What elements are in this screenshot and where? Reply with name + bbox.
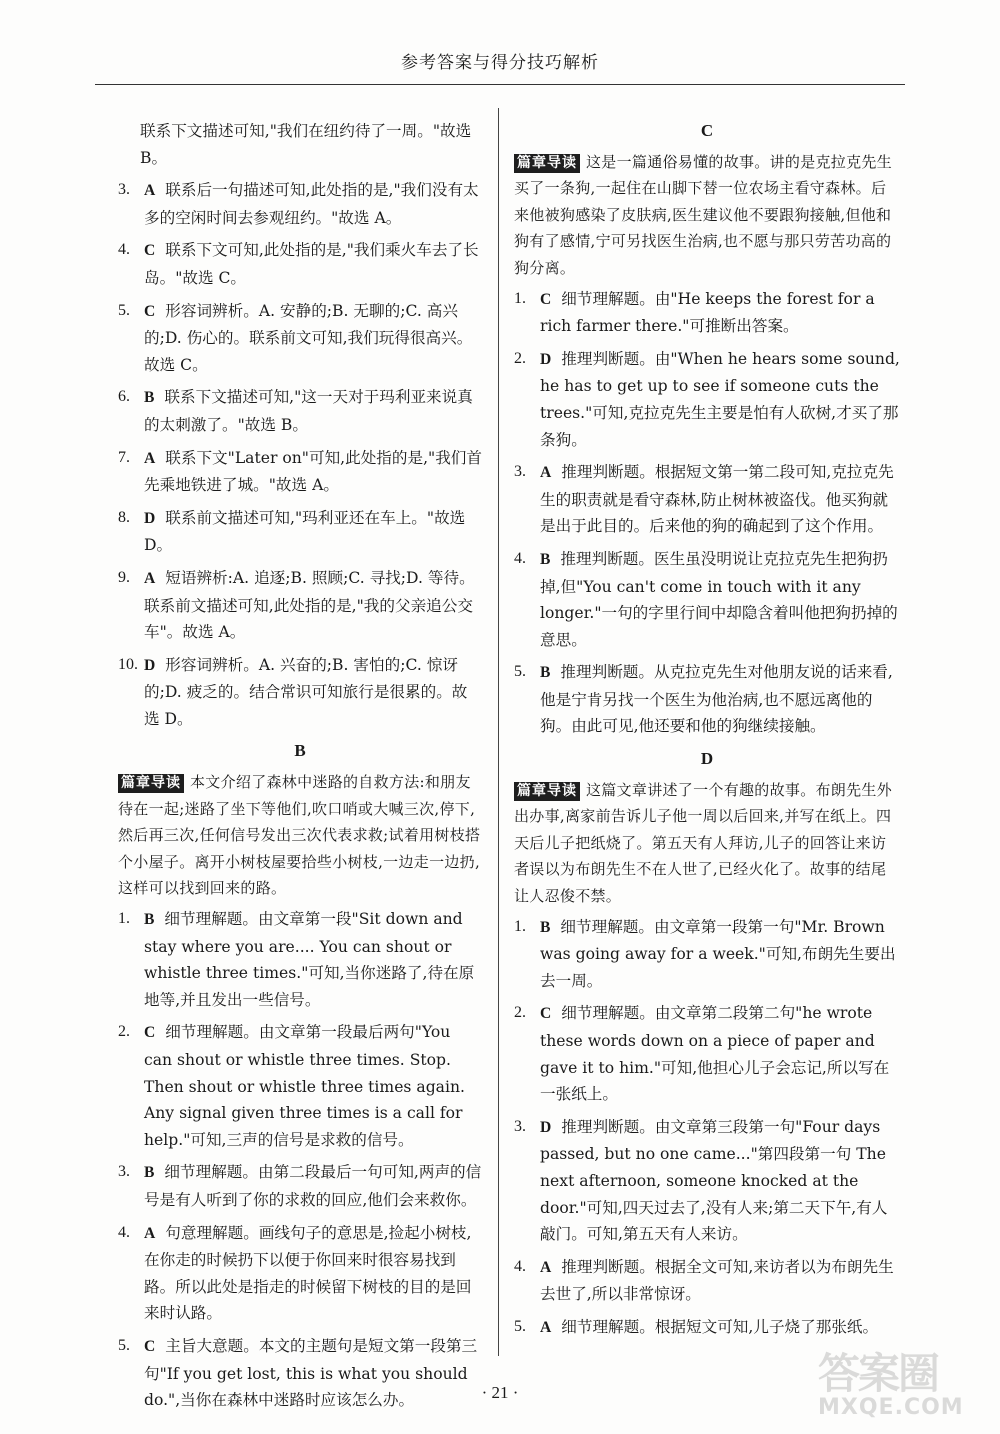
reading-guide-b: [118, 769, 482, 902]
answer-letter: C: [144, 1337, 156, 1355]
watermark-url: MXQE.COM: [818, 1395, 964, 1420]
answer-explanation: 联系下文描述可知,"这一天对于玛利亚来说真的太刺激了。"故选 B。: [144, 388, 473, 434]
answer-list-a: [118, 177, 482, 732]
answer-explanation: 细节理解题。由文章第一段最后两句"You can shout or whistle three times. Stop. Then shout or whistle three times again. Any signal given three times is a call for help."可知,三声的信号是求救的信号。: [144, 1023, 465, 1149]
answer-item: [514, 286, 900, 340]
answer-explanation: 联系前文描述可知,"玛利亚还在车上。"故选 D。: [144, 508, 466, 555]
item-number: 4.: [118, 1223, 130, 1241]
answer-explanation: 推理判断题。由文章第三段第一句"Four days passed, but no one came..."第四段第一句 The next afternoon, someone knocked at the door."可知,四天过去了,没有人来;第二天下午,有人敲门。可知,第五天有人来访。: [540, 1117, 888, 1244]
answer-item: [514, 1254, 900, 1308]
answer-item: [118, 298, 482, 379]
right-column: [514, 118, 900, 1348]
page-header-title: 参考答案与得分技巧解析: [401, 53, 599, 73]
answer-letter: A: [144, 182, 156, 200]
answer-letter: D: [540, 350, 552, 368]
answer-letter: D: [540, 1118, 552, 1136]
item-number: 5.: [118, 301, 130, 319]
answer-item: [118, 237, 482, 291]
item-number: 9.: [118, 568, 130, 586]
answer-letter: C: [540, 1005, 552, 1023]
answer-letter: A: [144, 449, 156, 467]
reading-guide-text: 这篇文章讲述了一个有趣的故事。布朗先生外出办事,离家前告诉儿子他一周以后回来,并写在纸上。四天后儿子把纸烧了。第五天有人拜访,儿子的回答让来访者误以为布朗先生不在人世了,已经火化了。故事的结尾让人忍俊不禁。: [514, 780, 893, 906]
answer-explanation: 细节理解题。由第二段最后一句可知,两声的信号是有人听到了你的求救的回应,他们会来救你。: [144, 1163, 482, 1209]
answer-item: [118, 384, 482, 438]
answer-item: [514, 459, 900, 540]
answer-explanation: 主旨大意题。本文的主题句是短文第一段第三句"If you get lost, this is what you should do.",当你在森林中迷路时应该怎么办。: [144, 1336, 478, 1410]
answer-explanation: 细节理解题。由文章第一段"Sit down and stay where you are.... You can shout or whistle three times."可知,当你迷路了,待在原地等,并且发出一些信号。: [144, 910, 475, 1009]
answer-item: [118, 1220, 482, 1327]
answer-letter: A: [540, 1318, 552, 1336]
answer-item: [118, 652, 482, 733]
answer-item: [514, 1314, 900, 1342]
item-number: 2.: [118, 1023, 130, 1041]
answer-letter: C: [144, 242, 156, 260]
item-number: 1.: [118, 910, 130, 928]
answer-explanation: 细节理解题。根据短文可知,儿子烧了那张纸。: [561, 1317, 879, 1336]
left-column: [118, 118, 482, 1420]
answer-item-2-continued: [118, 118, 482, 171]
answer-letter: B: [540, 550, 551, 568]
answer-explanation: 联系下文可知,此处指的是,"我们乘火车去了长岛。"故选 C。: [144, 241, 479, 287]
item-number: 5.: [118, 1336, 130, 1354]
item-number: 4.: [118, 241, 130, 259]
answer-item: [514, 346, 900, 453]
answer-explanation: 联系下文"Later on"可知,此处指的是,"我们首先乘地铁进了城。"故选 A。: [144, 448, 482, 495]
answer-explanation: 推理判断题。由"When he hears some sound, he has to get up to see if someone cuts the trees."可知,克拉克先生主要是怕有人砍树,才买了那条狗。: [540, 349, 900, 449]
item-number: 3.: [514, 463, 526, 481]
answer-item: [514, 1000, 900, 1107]
answer-item: [514, 659, 900, 740]
answer-explanation: 短语辨析:A. 追逐;B. 照顾;C. 寻找;D. 等待。联系前文描述可知,此处指的是,"我的父亲追公交车"。故选 A。: [144, 568, 475, 642]
answer-item: [118, 1019, 482, 1153]
item-number: 10.: [118, 655, 138, 673]
answer-item: [514, 1114, 900, 1248]
item-number: 8.: [118, 508, 130, 526]
answer-letter: C: [540, 290, 552, 308]
item-number: 3.: [118, 181, 130, 199]
answer-item: [118, 505, 482, 559]
answer-explanation: 细节理解题。由文章第二段第二句"he wrote these words down on a piece of paper and gave it to him."可知,他担心儿子会忘记,所以写在一张纸上。: [540, 1004, 890, 1104]
answer-explanation: 推理判断题。根据全文可知,来访者以为布朗先生去世了,所以非常惊讶。: [540, 1257, 894, 1304]
answer-item: [118, 445, 482, 499]
answer-explanation: 联系后一句描述可知,此处指的是,"我们没有太多的空闲时间去参观纽约。"故选 A。: [144, 181, 479, 227]
item-number: 5.: [514, 663, 526, 681]
header-rule: [95, 84, 905, 85]
answer-explanation: 形容词辨析。A. 兴奋的;B. 害怕的;C. 惊讶的;D. 疲乏的。结合常识可知旅行是很累的。故选 D。: [144, 655, 468, 728]
answer-explanation: 联系下文描述可知,"我们在纽约待了一周。"故选 B。: [140, 122, 472, 167]
answer-item: [514, 914, 900, 995]
answer-letter: B: [144, 389, 155, 407]
watermark-logo: [818, 1349, 988, 1430]
answer-list-b: [118, 906, 482, 1414]
item-number: 7.: [118, 448, 130, 466]
reading-guide-tag: 篇章导读: [514, 154, 580, 173]
section-heading-d: D: [700, 749, 714, 769]
answer-explanation: 细节理解题。由"He keeps the forest for a rich farmer there."可推断出答案。: [540, 289, 875, 336]
page-number: · 21 ·: [481, 1383, 519, 1402]
answer-item: [514, 546, 900, 653]
item-number: 1.: [514, 917, 526, 935]
answer-letter: C: [144, 1024, 156, 1042]
answer-letter: B: [540, 918, 551, 936]
item-number: 4.: [514, 1257, 526, 1275]
item-number: 1.: [514, 289, 526, 307]
item-number: 3.: [514, 1117, 526, 1135]
reading-guide-text: 本文介绍了森林中迷路的自救方法:和朋友待在一起;迷路了坐下等他们,吹口哨或大喊三次,停下,然后再三次,任何信号发出三次代表求救;试着用树枝搭个小屋子。离开小树枝屋要拾些小树枝,一边走一边扔,这样可以找到回来的路。: [118, 773, 481, 898]
item-number: 6.: [118, 388, 130, 406]
reading-guide-text: 这是一篇通俗易懂的故事。讲的是克拉克先生买了一条狗,一起住在山脚下替一位农场主看守森林。后来他被狗感染了皮肤病,医生建议他不要跟狗接触,但他和狗有了感情,宁可另找医生治病,也不愿与那只劳苦功高的狗分离。: [514, 152, 893, 277]
answer-item: [118, 565, 482, 646]
answer-explanation: 形容词辨析。A. 安静的;B. 无聊的;C. 高兴的;D. 伤心的。联系前文可知,我们玩得很高兴。故选 C。: [144, 301, 473, 374]
answer-explanation: 推理判断题。医生虽没明说让克拉克先生把狗扔掉,但"You can't come in touch with it any longer."一句的字里行间中却隐含着叫他把狗扔掉的意思。: [540, 549, 898, 649]
watermark-text: 答案圈: [818, 1349, 939, 1398]
reading-guide-c: [514, 149, 900, 282]
answer-letter: A: [144, 569, 156, 587]
reading-guide-tag: 篇章导读: [118, 774, 184, 793]
column-divider: [498, 108, 499, 1356]
answer-list-d: [514, 914, 900, 1342]
answer-letter: A: [540, 464, 552, 482]
answer-letter: B: [144, 1164, 155, 1182]
reading-guide-d: [514, 777, 900, 910]
answer-letter: B: [540, 664, 551, 682]
answer-explanation: 句意理解题。画线句子的意思是,捡起小树枝,在你走的时候扔下以便于你回来时很容易找到路。所以此处是指走的时候留下树枝的目的是回来时认路。: [144, 1223, 472, 1323]
section-heading-b: B: [294, 741, 306, 761]
reading-guide-tag: 篇章导读: [514, 782, 580, 801]
item-number: 3.: [118, 1163, 130, 1181]
answer-letter: D: [144, 656, 156, 674]
item-number: 2.: [514, 1004, 526, 1022]
item-number: 2.: [514, 349, 526, 367]
answer-list-c: [514, 286, 900, 741]
item-number: 4.: [514, 549, 526, 567]
answer-item: [118, 1159, 482, 1213]
answer-item: [118, 177, 482, 231]
answer-explanation: 推理判断题。根据短文第一第二段可知,克拉克先生的职责就是看守森林,防止树林被盗伐。他买狗就是出于此目的。后来他的狗的确起到了这个作用。: [540, 463, 894, 536]
answer-explanation: 推理判断题。从克拉克先生对他朋友说的话来看,他是宁肯另找一个医生为他治病,也不愿远离他的狗。由此可见,他还要和他的狗继续接触。: [540, 663, 893, 736]
answer-letter: C: [144, 302, 156, 320]
answer-item: [118, 906, 482, 1013]
answer-explanation: 细节理解题。由文章第一段第一句"Mr. Brown was going away for a week."可知,布朗先生要出去一周。: [540, 917, 896, 990]
item-number: 5.: [514, 1317, 526, 1335]
answer-letter: B: [144, 911, 155, 929]
answer-letter: A: [144, 1224, 156, 1242]
answer-letter: D: [144, 509, 156, 527]
answer-letter: A: [540, 1258, 552, 1276]
section-heading-c: C: [700, 121, 714, 140]
